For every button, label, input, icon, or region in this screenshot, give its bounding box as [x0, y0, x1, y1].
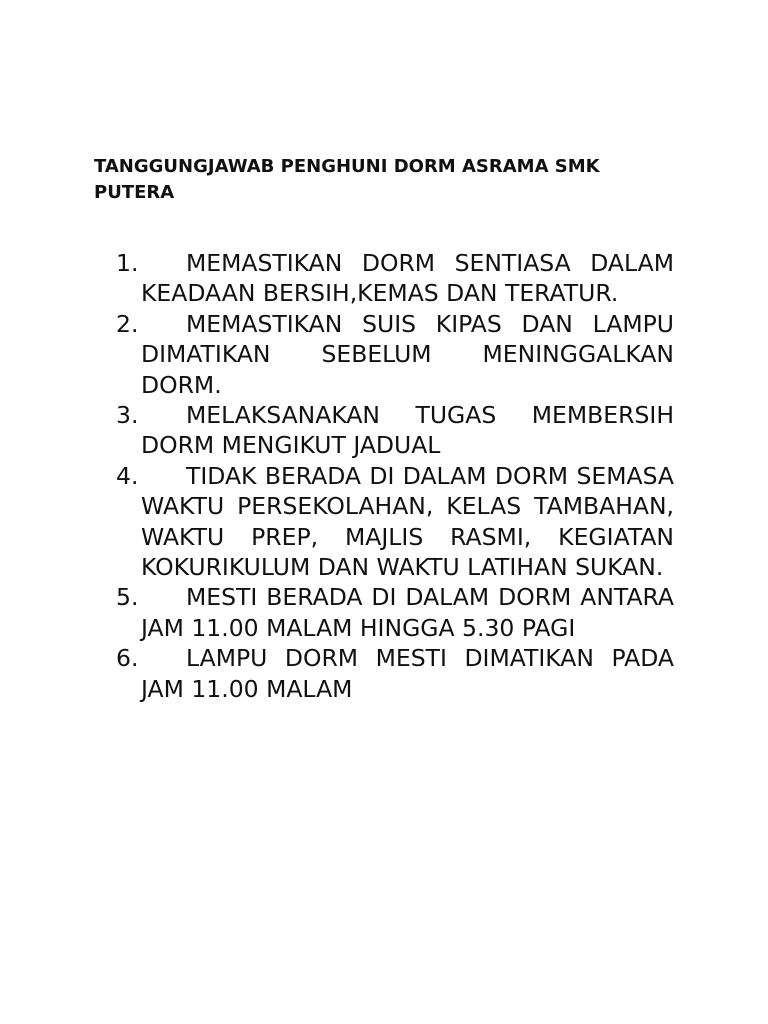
list-item-text: MEMASTIKAN DORM SENTIASA DALAM KEADAAN BERSIH,KEMAS DAN TERATUR. [141, 249, 674, 308]
document-title: TANGGUNGJAWAB PENGHUNI DORM ASRAMA SMK PUTERA [94, 156, 600, 203]
list-item-number: 1. [116, 249, 139, 277]
list-item [116, 582, 674, 643]
list-item-text: LAMPU DORM MESTI DIMATIKAN PADA JAM 11.00 MALAM [141, 644, 674, 703]
list-item-number: 5. [116, 583, 139, 612]
list-item-number: 2. [116, 309, 139, 338]
list-item [116, 309, 674, 400]
list-item-text: MEMASTIKAN SUIS KIPAS DAN LAMPU DIMATIKAN SEBELUM MENINGGALKAN DORM. [141, 309, 674, 399]
list-item-number: 3. [116, 401, 139, 430]
list-item-text: TIDAK BERADA DI DALAM DORM SEMASA WAKTU PERSEKOLAHAN, KELAS TAMBAHAN, WAKTU PREP, MAJLIS RASMI, KEGIATAN KOKURIKULUM DAN WAKTU LATIHAN SUKAN. [141, 461, 674, 582]
list-item-number: 6. [116, 644, 139, 673]
list-item [116, 248, 674, 309]
list-item-text: MESTI BERADA DI DALAM DORM ANTARA JAM 11.00 MALAM HINGGA 5.30 PAGI [141, 583, 674, 642]
list-item [116, 461, 674, 583]
list-item [116, 400, 674, 461]
list-item [116, 643, 674, 704]
list-item-text: MELAKSANAKAN TUGAS MEMBERSIH DORM MENGIKUT JADUAL [141, 401, 674, 460]
responsibility-list [116, 248, 674, 704]
list-item-number: 4. [116, 461, 139, 490]
